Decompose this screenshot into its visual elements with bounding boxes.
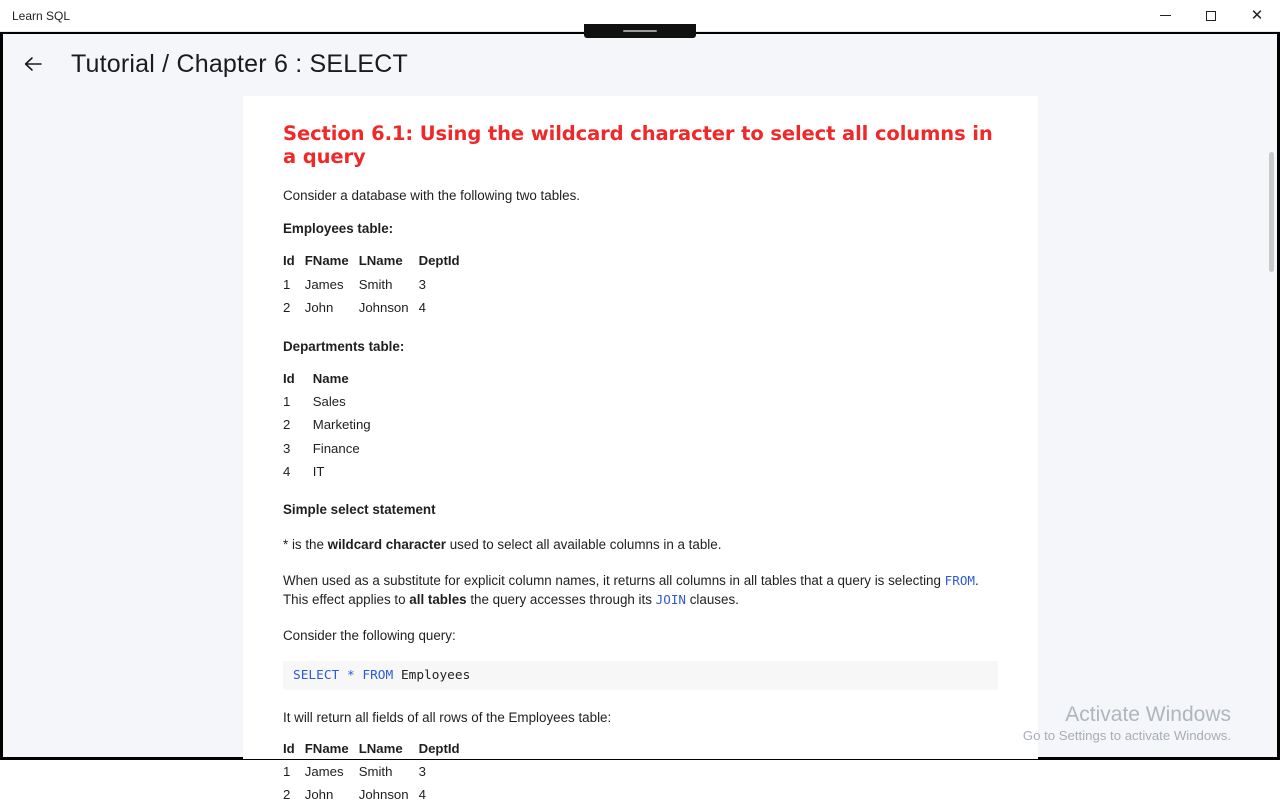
scrollbar-thumb[interactable]	[1269, 152, 1274, 272]
substitute-part-1: When used as a substitute for explicit column names, it returns all columns in all tables that a query is selecting	[283, 572, 945, 588]
departments-table	[283, 368, 381, 485]
cell: James	[304, 276, 344, 292]
window-title: Learn SQL	[12, 8, 71, 23]
table-row	[283, 761, 470, 784]
cell: 2	[283, 300, 291, 316]
consider-query-paragraph: Consider the following query:	[283, 627, 456, 643]
cell: 4	[283, 464, 291, 480]
column-header: Id	[283, 370, 295, 386]
column-header: FName	[304, 740, 349, 756]
column-header: DeptId	[418, 740, 460, 756]
cell: Marketing	[312, 417, 371, 433]
cell: Sales	[312, 393, 346, 409]
cell: 3	[283, 440, 291, 456]
cell: 2	[283, 787, 291, 803]
cell: 1	[283, 764, 291, 779]
column-header: Id	[283, 740, 295, 756]
table-header-row	[283, 738, 470, 761]
column-header: LName	[358, 740, 403, 756]
cell: IT	[312, 464, 325, 480]
wildcard-paragraph	[283, 535, 1004, 554]
wildcard-bold: wildcard character	[327, 537, 447, 553]
app-header	[3, 34, 1277, 94]
sql-code-block[interactable]	[283, 661, 998, 690]
code-table-name: Employees	[400, 668, 471, 684]
wildcard-pre: is the	[288, 537, 328, 553]
cell: John	[304, 787, 334, 803]
cell: Johnson	[358, 787, 409, 803]
departments-table-label: Departments table:	[283, 338, 405, 354]
result-paragraph: It will return all fields of all rows of the Employees table:	[283, 710, 612, 726]
code-from-keyword: FROM	[362, 668, 394, 684]
column-header: Name	[312, 370, 349, 386]
cell: Finance	[312, 440, 360, 456]
all-tables-bold: all tables	[409, 592, 467, 608]
cell: 3	[418, 764, 426, 779]
from-keyword: FROM	[944, 572, 976, 588]
employees-table-label: Employees table:	[283, 221, 394, 237]
table-row	[283, 461, 381, 484]
watermark-title: Activate Windows	[1065, 702, 1231, 726]
cell: James	[304, 764, 344, 779]
substitute-paragraph	[283, 571, 1004, 610]
arrow-left-icon	[21, 52, 45, 76]
table-row	[283, 391, 381, 414]
maximize-icon	[1206, 11, 1216, 21]
minimize-icon	[1160, 15, 1171, 16]
result-table	[283, 738, 470, 808]
table-row	[283, 274, 470, 297]
cell: 4	[418, 787, 426, 803]
substitute-part-4: clauses.	[686, 592, 739, 608]
table-row	[283, 414, 381, 437]
column-header: LName	[358, 253, 403, 269]
activate-windows-watermark	[1023, 702, 1231, 743]
cell: Smith	[358, 764, 393, 779]
column-header: Id	[283, 253, 295, 269]
maximize-button[interactable]	[1188, 0, 1234, 32]
employees-table	[283, 250, 470, 320]
column-header: DeptId	[418, 253, 460, 269]
table-row	[283, 784, 470, 807]
close-button[interactable]	[1234, 0, 1280, 32]
column-header: FName	[304, 253, 349, 269]
table-row	[283, 438, 381, 461]
cell: 1	[283, 276, 291, 292]
cell: John	[304, 300, 334, 316]
wildcard-post: used to select all available columns in a table.	[446, 537, 722, 553]
back-button[interactable]	[11, 42, 55, 86]
drag-handle-bar	[623, 30, 657, 32]
substitute-part-3: the query accesses through its	[466, 592, 656, 608]
cell: 1	[283, 393, 291, 409]
cell: Smith	[358, 276, 393, 292]
simple-select-label: Simple select statement	[283, 502, 436, 518]
table-header-row	[283, 368, 381, 391]
table-row	[283, 297, 470, 320]
code-star: *	[346, 668, 355, 684]
watermark-subtitle: Go to Settings to activate Windows.	[1022, 728, 1231, 743]
close-icon: ✕	[1250, 6, 1264, 24]
intro-paragraph: Consider a database with the following two tables.	[283, 188, 581, 203]
content-scrollbar[interactable]	[1268, 96, 1276, 759]
substitute-part-2: . This effect applies to	[283, 572, 979, 608]
window-controls	[1142, 0, 1280, 32]
page-title: Tutorial / Chapter 6 : SELECT	[71, 49, 408, 78]
join-keyword: JOIN	[655, 592, 687, 608]
code-select-keyword: SELECT	[293, 668, 340, 684]
window-drag-handle[interactable]	[584, 24, 696, 38]
tutorial-content-sheet[interactable]	[243, 96, 1038, 803]
cell: 3	[418, 276, 426, 292]
minimize-button[interactable]	[1142, 0, 1188, 32]
app-window	[0, 32, 1280, 803]
cell: 4	[418, 300, 426, 316]
table-header-row	[283, 250, 470, 273]
wildcard-star: *	[283, 537, 289, 553]
section-heading: Section 6.1: Using the wildcard character to select all columns in a query	[283, 122, 993, 168]
cell: 2	[283, 417, 291, 433]
cell: Johnson	[358, 300, 409, 316]
